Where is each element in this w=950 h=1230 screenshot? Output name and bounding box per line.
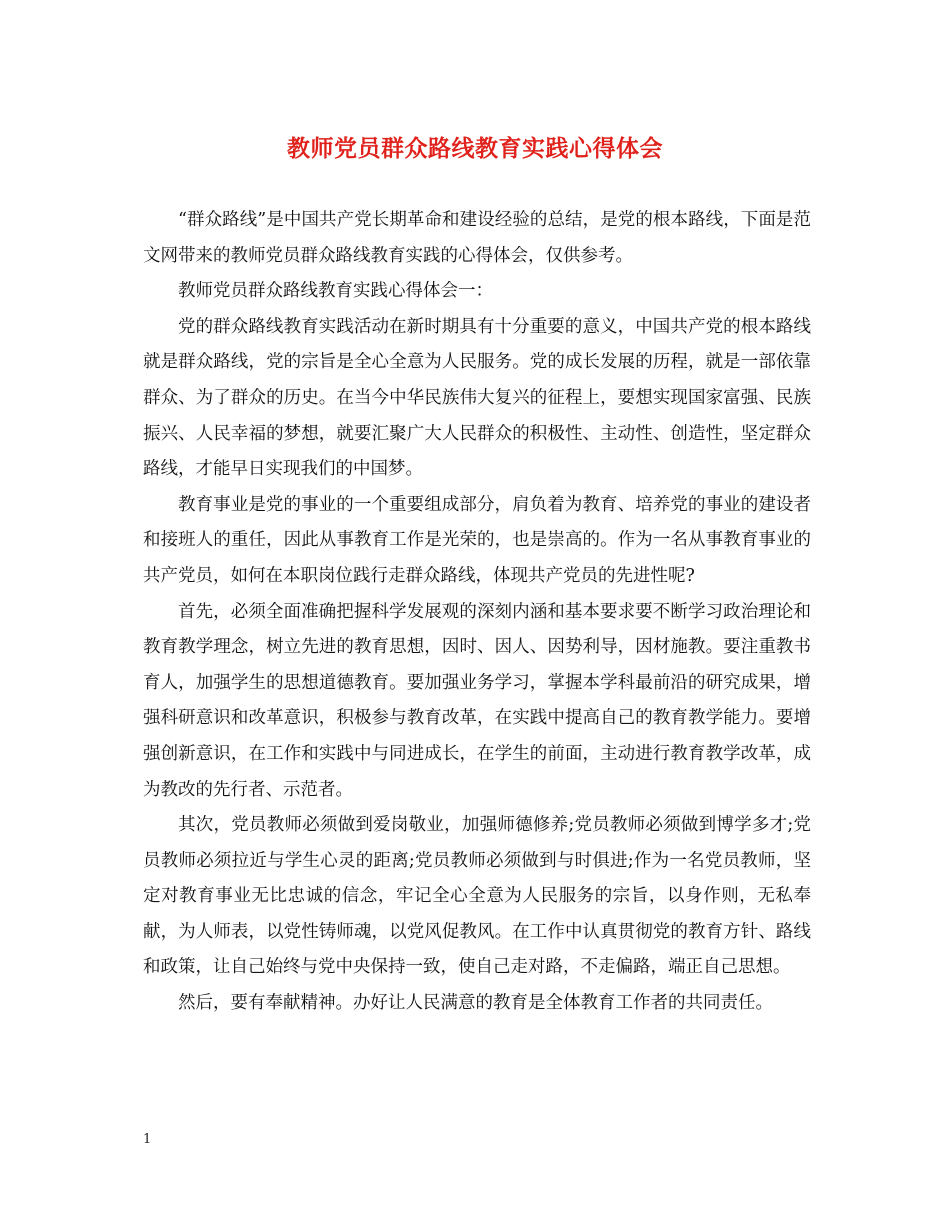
paragraph: 党的群众路线教育实践活动在新时期具有十分重要的意义，中国共产党的根本路线就是群众路线，党的宗旨是全心全意为人民服务。党的成长发展的历程，就是一部依靠群众、为了群众的历史。在当今中华民族伟大复兴的征程上，要想实现国家富强、民族振兴、人民幸福的梦想，就要汇聚广大人民群众的积极性、主动性、创造性，坚定群众路线，才能早日实现我们的中国梦。 — [143, 316, 811, 480]
paragraph: 然后，要有奉献精神。办好让人民满意的教育是全体教育工作者的共同责任。 — [178, 993, 773, 1014]
paragraph: 其次，党员教师必须做到爱岗敬业，加强师德修养;党员教师必须做到博学多才;党员教师必须拉近与学生心灵的距离;党员教师必须做到与时俱进;作为一名党员教师，坚定对教育事业无比忠诚的信念，牢记全心全意为人民服务的宗旨，以身作则，无私奉献，为人师表，以党性铸师魂，以党风促教风。在工作中认真贯彻党的教育方针、路线和政策，让自己始终与党中央保持一致，使自己走对路，不走偏路，端正自己思想。 — [143, 815, 811, 978]
paragraph-section-heading: 教师党员群众路线教育实践心得体会一： — [178, 281, 493, 302]
page-number: 1 — [143, 1132, 152, 1147]
document-title: 教师党员群众路线教育实践心得体会 — [287, 135, 663, 162]
paragraph-intro: “群众路线”是中国共产党长期革命和建设经验的总结，是党的根本路线，下面是范文网带来的教师党员群众路线教育实践的心得体会，仅供参考。 — [143, 210, 811, 266]
paragraph: 教育事业是党的事业的一个重要组成部分，肩负着为教育、培养党的事业的建设者和接班人的重任，因此从事教育工作是光荣的，也是崇高的。作为一名从事教育事业的共产党员，如何在本职岗位践行走群众路线，体现共产党员的先进性呢? — [143, 494, 811, 586]
document-body — [143, 203, 811, 1022]
paragraph: 首先，必须全面准确把握科学发展观的深刻内涵和基本要求要不断学习政治理论和教育教学理念，树立先进的教育思想，因时、因人、因势利导，因材施教。要注重教书育人，加强学生的思想道德教育。要加强业务学习，掌握本学科最前沿的研究成果，增强科研意识和改革意识，积极参与教育改革，在实践中提高自己的教育教学能力。要增强创新意识，在工作和实践中与同进成长，在学生的前面，主动进行教育教学改革，成为教改的先行者、示范者。 — [143, 601, 811, 800]
